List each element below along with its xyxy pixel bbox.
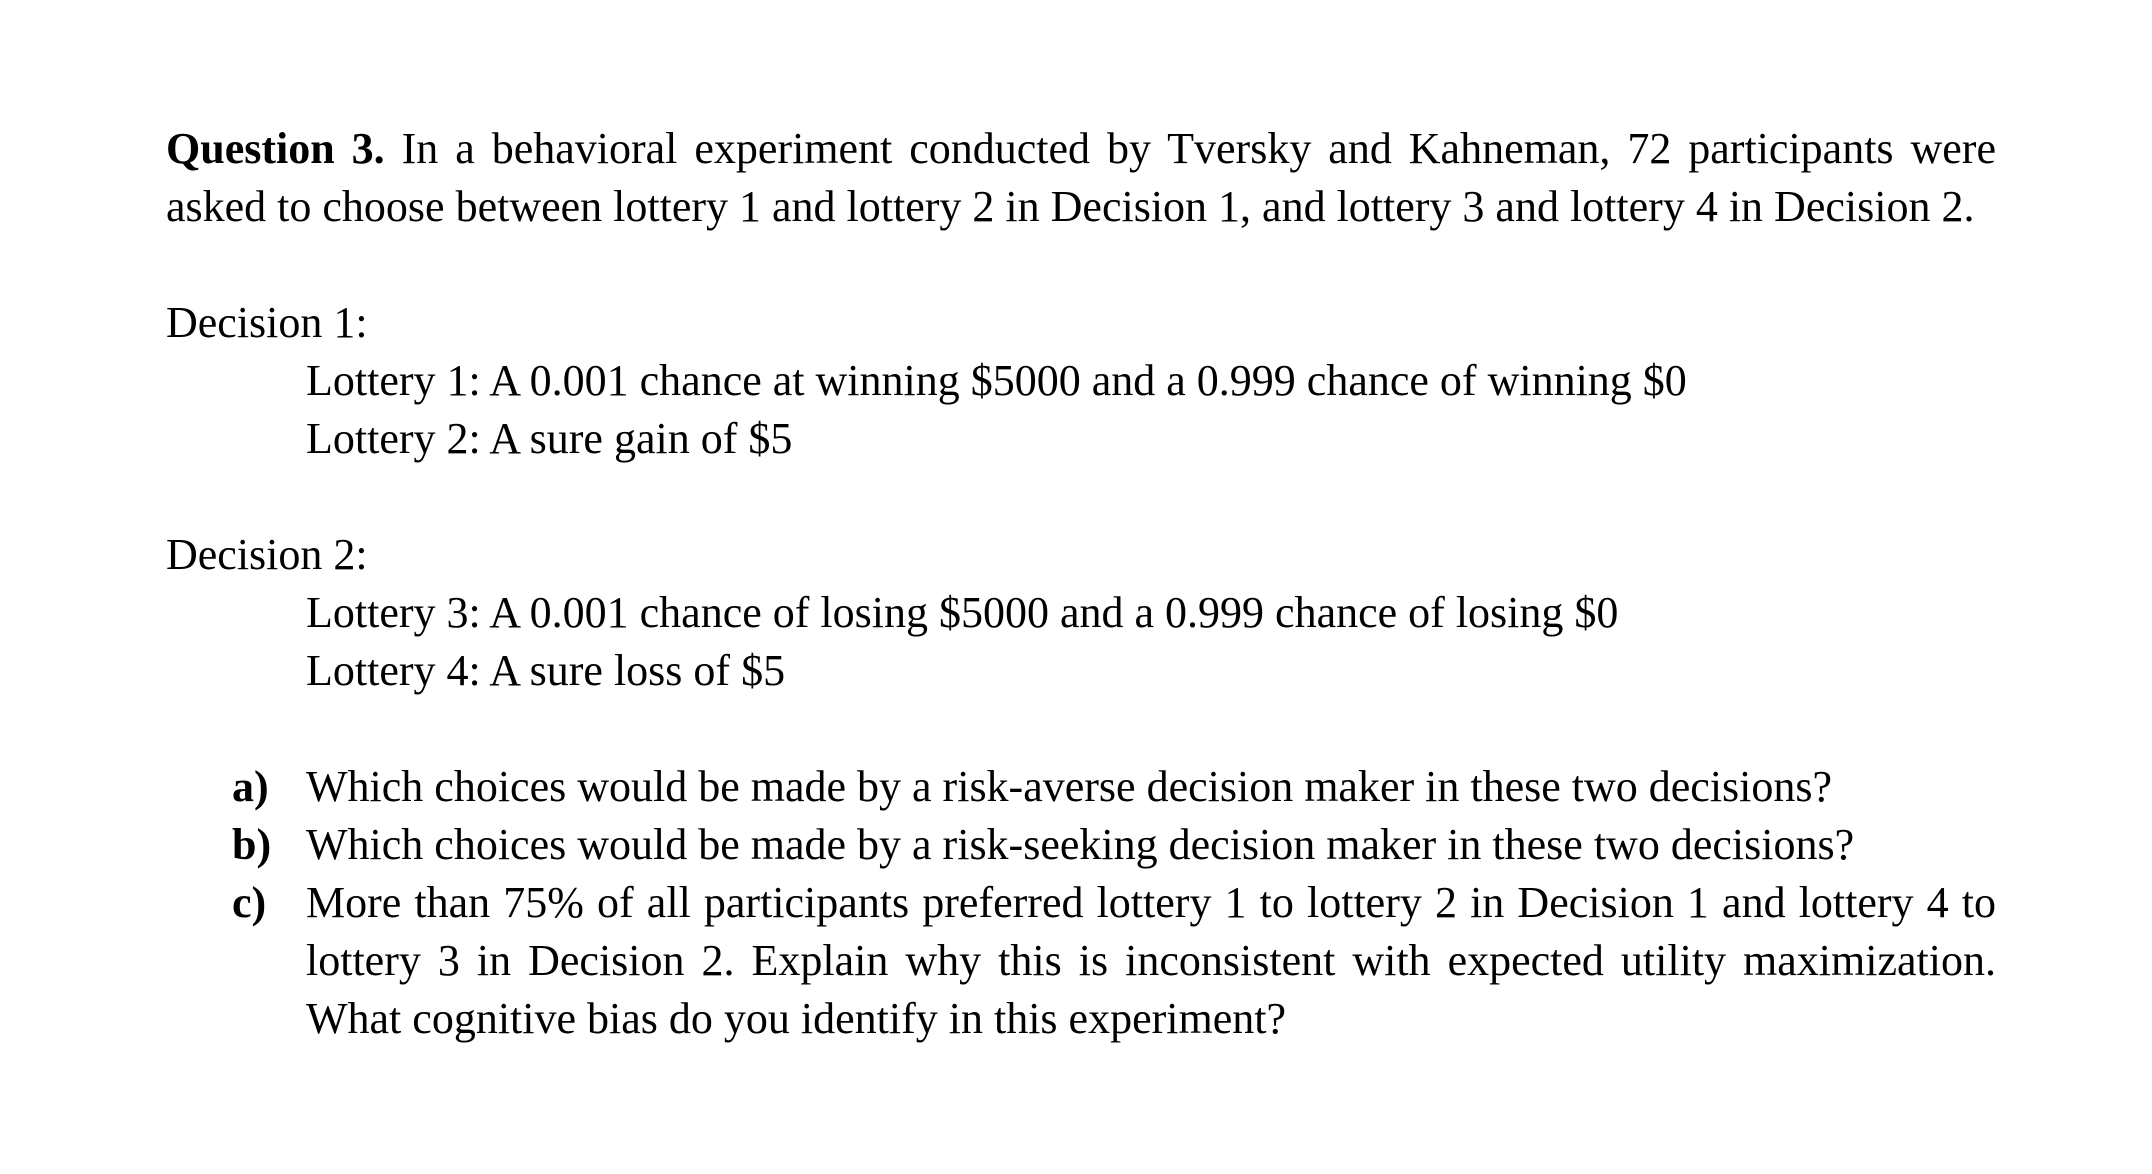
sub-question-c xyxy=(232,874,1996,1048)
question-intro xyxy=(166,120,1996,236)
sub-question-a-letter: a) xyxy=(232,762,269,811)
sub-question-b-letter: b) xyxy=(232,820,272,869)
question-number: Question 3. xyxy=(166,124,385,173)
sub-question-b-text: Which choices would be made by a risk-seeking decision maker in these two decisions? xyxy=(306,820,1855,869)
decision-1-lotteries xyxy=(166,352,1996,468)
document-page xyxy=(166,120,1996,1048)
lottery-2: Lottery 2: A sure gain of $5 xyxy=(306,414,793,463)
decision-2-lotteries xyxy=(166,584,1996,700)
sub-question-c-letter: c) xyxy=(232,878,267,927)
sub-question-a-text: Which choices would be made by a risk-averse decision maker in these two decisions? xyxy=(306,762,1833,811)
lottery-3: Lottery 3: A 0.001 chance of losing $5000 and a 0.999 chance of losing $0 xyxy=(306,588,1619,637)
decision-1-title: Decision 1: xyxy=(166,298,368,347)
sub-questions-list xyxy=(166,758,1996,1048)
lottery-1: Lottery 1: A 0.001 chance at winning $5000 and a 0.999 chance of winning $0 xyxy=(306,356,1687,405)
lottery-4: Lottery 4: A sure loss of $5 xyxy=(306,646,786,695)
sub-question-c-text: More than 75% of all participants preferred lottery 1 to lottery 2 in Decision 1 and lottery 4 to lottery 3 in Decision 2. Explain why this is inconsistent with expected utility maximization. What cognitive bias do you identify in this experiment? xyxy=(306,878,1996,1043)
decision-2-block xyxy=(166,526,1996,700)
sub-question-b xyxy=(232,816,1996,874)
sub-question-a xyxy=(232,758,1996,816)
decision-2-title: Decision 2: xyxy=(166,530,368,579)
decision-1-block xyxy=(166,294,1996,468)
question-intro-text: In a behavioral experiment conducted by Tversky and Kahneman, 72 participants were asked to choose between lottery 1 and lottery 2 in Decision 1, and lottery 3 and lottery 4 in Decision 2. xyxy=(166,124,1996,231)
